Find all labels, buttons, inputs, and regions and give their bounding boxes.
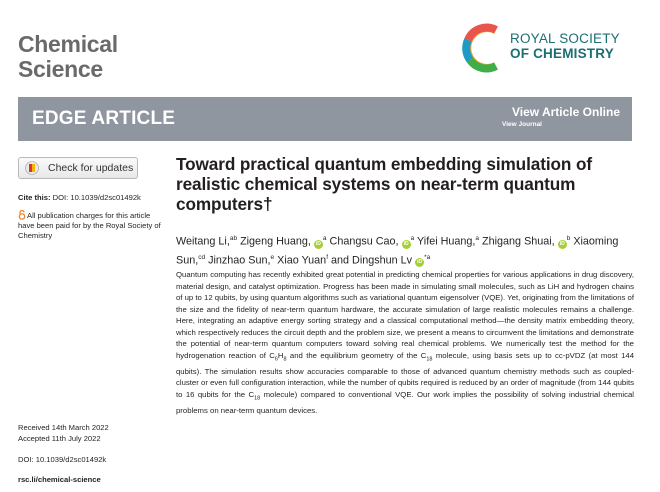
formula-subscript: 8 — [283, 356, 287, 363]
author-name[interactable]: Zhigang Shuai, — [482, 235, 555, 248]
abstract-text: Quantum computing has recently exhibited great potential in predicting chemical properties for various applications in drug discovery, material design, and catalyst optimization. Progress has been made in simulating small molecules, such as LiH and hydrogen chains of up to 12 qubits, by using quantum algorithms such as variational quantum eigensolver (VQE). Yet, originating from the limitations of the size and the fidelity of near-term quantum hardware, the accurate simulation of large realistic molecules remains a challenge. Here, integrating an adaptive energy sorting strategy and a classical computational method—the density matrix embedding theory, which respectively reduces the circuit depth and the problem size, we present a means to circumvent the limitations and demonstrate the potential of near-term quantum computers toward solving real chemical problems. We numerically test the method for the hydrogenation reaction of C — [176, 270, 634, 360]
author-list — [176, 231, 638, 268]
affiliation-marker: b — [566, 235, 571, 242]
article-banner — [18, 97, 632, 141]
cite-doi[interactable]: DOI: 10.1039/d2sc01492k — [52, 193, 141, 202]
journal-name — [18, 32, 118, 82]
open-access-icon — [18, 210, 26, 220]
affiliation-marker: a — [475, 235, 480, 242]
rsc-logo[interactable] — [462, 22, 642, 74]
author-name[interactable]: and Dingshun Lv — [331, 254, 413, 267]
received-date: Received 14th March 2022 — [18, 423, 109, 432]
check-updates-label: Check for updates — [48, 162, 134, 174]
rsc-line1: ROYAL SOCIETY — [510, 31, 620, 46]
author-name[interactable]: Xiaoming Sun, — [176, 235, 619, 267]
abstract-text: and the equilibrium geometry of the C — [286, 350, 427, 360]
abstract-text: molecule, using basis sets up to cc-pVDZ (at most 144 qubits). The simulation results show accuracies comparable to those of advanced quantum chemistry methods such as coupled-cluster or even full configuration interaction, while the number of qubits required is reduced by an order of magnitude (from 144 qubits to 16 qubits for the C — [176, 350, 635, 399]
orcid-icon[interactable]: iD — [315, 240, 321, 247]
journal-name-line2: Science — [18, 56, 103, 82]
open-access-note — [18, 210, 168, 241]
accepted-date: Accepted 11th July 2022 — [18, 434, 101, 443]
author-name[interactable]: Zigeng Huang, — [240, 235, 311, 248]
formula-subscript: 6 — [274, 356, 278, 363]
journal-name-line1: Chemical — [18, 31, 118, 57]
view-article-online-link[interactable]: View Article Online — [511, 105, 620, 119]
author-name[interactable]: Changsu Cao, — [329, 235, 399, 248]
doi-text[interactable]: DOI: 10.1039/d2sc01492k — [18, 455, 107, 464]
abstract-text: H — [277, 350, 284, 360]
author-name[interactable]: Yifei Huang, — [417, 235, 476, 248]
affiliation-marker: *a — [424, 253, 431, 261]
crossmark-icon — [25, 161, 39, 175]
rsc-logo-icon — [462, 22, 506, 74]
orcid-icon[interactable]: iD — [403, 240, 409, 247]
journal-site-link[interactable]: rsc.li/chemical-science — [18, 475, 101, 484]
rsc-line2: OF CHEMISTRY — [510, 46, 614, 61]
author-name[interactable]: Xiao Yuan — [277, 254, 327, 267]
rsc-wordmark — [510, 31, 620, 61]
affiliation-marker: a — [410, 235, 415, 242]
formula-subscript: 18 — [426, 356, 433, 363]
orcid-icon[interactable]: iD — [417, 259, 423, 266]
affiliation-marker: ab — [229, 235, 238, 242]
abstract-text: molecule) compared to conventional VQE. Our work implies the possibility of solving industrial chemical problems on near-term quantum devices. — [176, 389, 635, 415]
article-title: Toward practical quantum embedding simulation of realistic chemical systems on near-term quantum computers† — [176, 154, 593, 214]
cite-label: Cite this: — [18, 193, 51, 202]
check-for-updates-button[interactable] — [18, 157, 138, 179]
affiliation-marker: a — [322, 235, 327, 242]
affiliation-marker: f — [326, 253, 329, 261]
view-journal-link[interactable]: View Journal — [502, 121, 542, 128]
affiliation-marker: cd — [198, 253, 206, 261]
affiliation-marker: e — [270, 253, 275, 261]
cite-this — [18, 193, 141, 202]
author-name[interactable]: Weitang Li, — [176, 235, 230, 248]
open-access-text: All publication charges for this article have been paid for by the Royal Society of Chemistry — [18, 211, 161, 240]
abstract — [176, 269, 634, 416]
article-type: EDGE ARTICLE — [32, 108, 176, 129]
formula-subscript: 18 — [254, 395, 261, 402]
orcid-icon[interactable]: iD — [559, 240, 565, 247]
author-name[interactable]: Jinzhao Sun, — [208, 254, 271, 267]
